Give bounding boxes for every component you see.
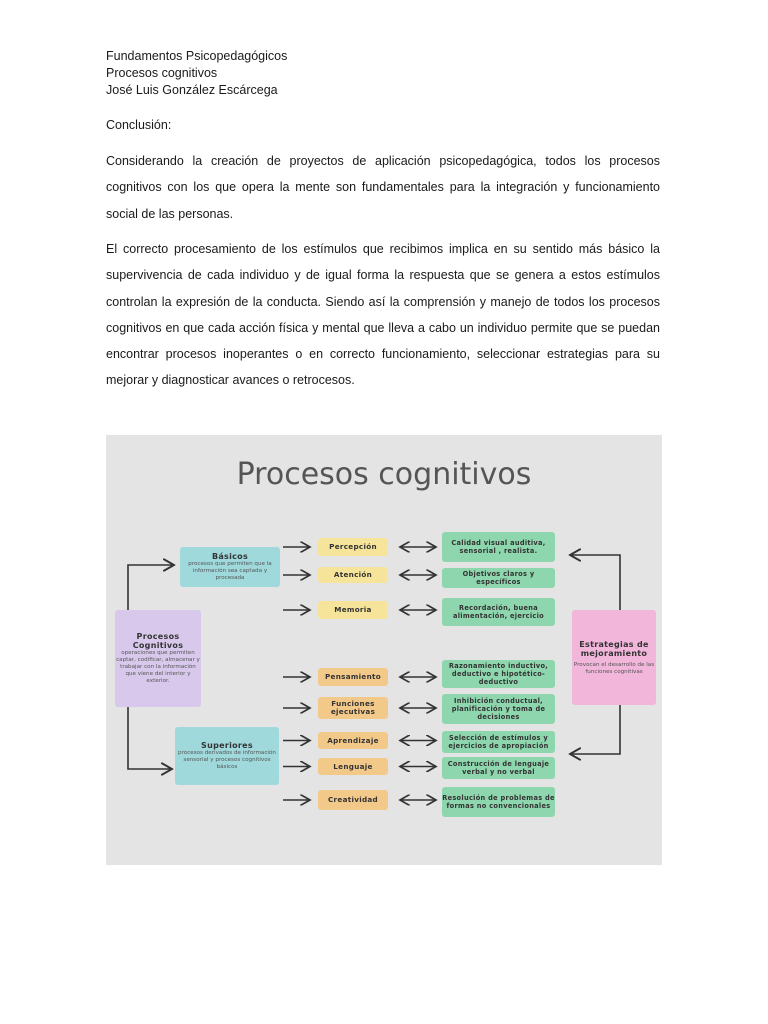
diagram-title: Procesos cognitivos — [236, 457, 532, 492]
process-detail-box — [442, 568, 555, 588]
process-name: Atención — [333, 570, 373, 579]
process-box — [318, 538, 388, 556]
process-detail-box — [442, 532, 555, 562]
process-detail: Recordación, buena alimentación, ejercicio — [452, 604, 545, 620]
author-name: José Luis González Escárcega — [106, 83, 278, 97]
strategy-box — [572, 610, 656, 705]
process-box — [318, 697, 388, 719]
strategy-desc: Provocan el desarrollo de las funciones cognitivas — [573, 661, 655, 675]
course-name: Fundamentos Psicopedagógicos — [106, 49, 288, 63]
superiores-title: Superiores — [201, 741, 253, 750]
process-box — [318, 790, 388, 810]
process-box — [318, 601, 388, 619]
process-detail: Objetivos claros y específicos — [462, 570, 535, 586]
superiores-desc: procesos derivados de información sensorial y procesos cognitivos básicos — [178, 750, 276, 770]
superiores-box — [175, 727, 279, 785]
process-box — [318, 567, 388, 583]
process-detail-box — [442, 694, 555, 724]
basicos-box — [180, 547, 280, 587]
process-name: Pensamiento — [324, 672, 381, 681]
basicos-title: Básicos — [211, 552, 249, 561]
process-detail: Calidad visual auditiva, sensorial , realista. — [451, 539, 546, 555]
process-detail-box — [442, 757, 555, 779]
paragraph: Considerando la creación de proyectos de aplicación psicopedagógica, todos los procesos cognitivos con los que opera la mente son fundamentales para la integración y funcionamiento social de las personas. — [106, 154, 660, 221]
process-detail-box — [442, 598, 555, 626]
process-detail-box — [442, 731, 555, 753]
root-desc: operaciones que permiten captar, codificar, almacenar y trabajar con la información que viene del interior y exterior. — [116, 650, 200, 684]
process-name: Funciones ejecutivas — [330, 699, 376, 716]
process-box — [318, 732, 388, 749]
root-box — [115, 610, 201, 707]
process-name: Percepción — [329, 542, 377, 551]
process-detail: Selección de estímulos y ejercicios de apropiación — [448, 734, 549, 750]
process-box — [318, 758, 388, 775]
process-box — [318, 668, 388, 686]
process-detail: Razonamiento inductivo, deductivo e hipotético-deductivo — [448, 662, 549, 686]
topic-name: Procesos cognitivos — [106, 66, 218, 80]
basicos-desc: procesos que permiten que la información sea captada y procesada — [188, 561, 272, 581]
cognitive-processes-diagram — [106, 435, 662, 865]
strategy-title: Estrategias de mejoramiento — [579, 639, 649, 658]
root-title: Procesos Cognitivos — [132, 632, 184, 650]
process-detail: Inhibición conductual, planificación y toma de decisiones — [451, 697, 546, 721]
process-detail-box — [442, 787, 555, 817]
process-detail: Construcción de lenguaje verbal y no verbal — [447, 760, 550, 776]
process-name: Aprendizaje — [327, 735, 379, 745]
process-detail-box — [442, 660, 555, 688]
process-name: Memoria — [334, 605, 372, 614]
process-detail: Resolución de problemas de formas no convencionales — [442, 794, 555, 810]
process-name: Lenguaje — [333, 761, 373, 771]
paragraph: El correcto procesamiento de los estímulos que recibimos implica en su sentido más básico la supervivencia de cada individuo y de igual forma la respuesta que se genera a estos estímulos controlan la expresión de la conducta. Siendo así la comprensión y manejo de todos los procesos cognitivos en que cada acción física y mental que lleva a cabo un individuo permite que se puedan encontrar procesos inoperantes o en correcto funcionamiento, seleccionar estrategias para su mejorar y diagnosticar avances o retrocesos. — [106, 242, 660, 388]
process-name: Creatividad — [327, 795, 379, 804]
conclusion-heading: Conclusión: — [106, 118, 172, 132]
